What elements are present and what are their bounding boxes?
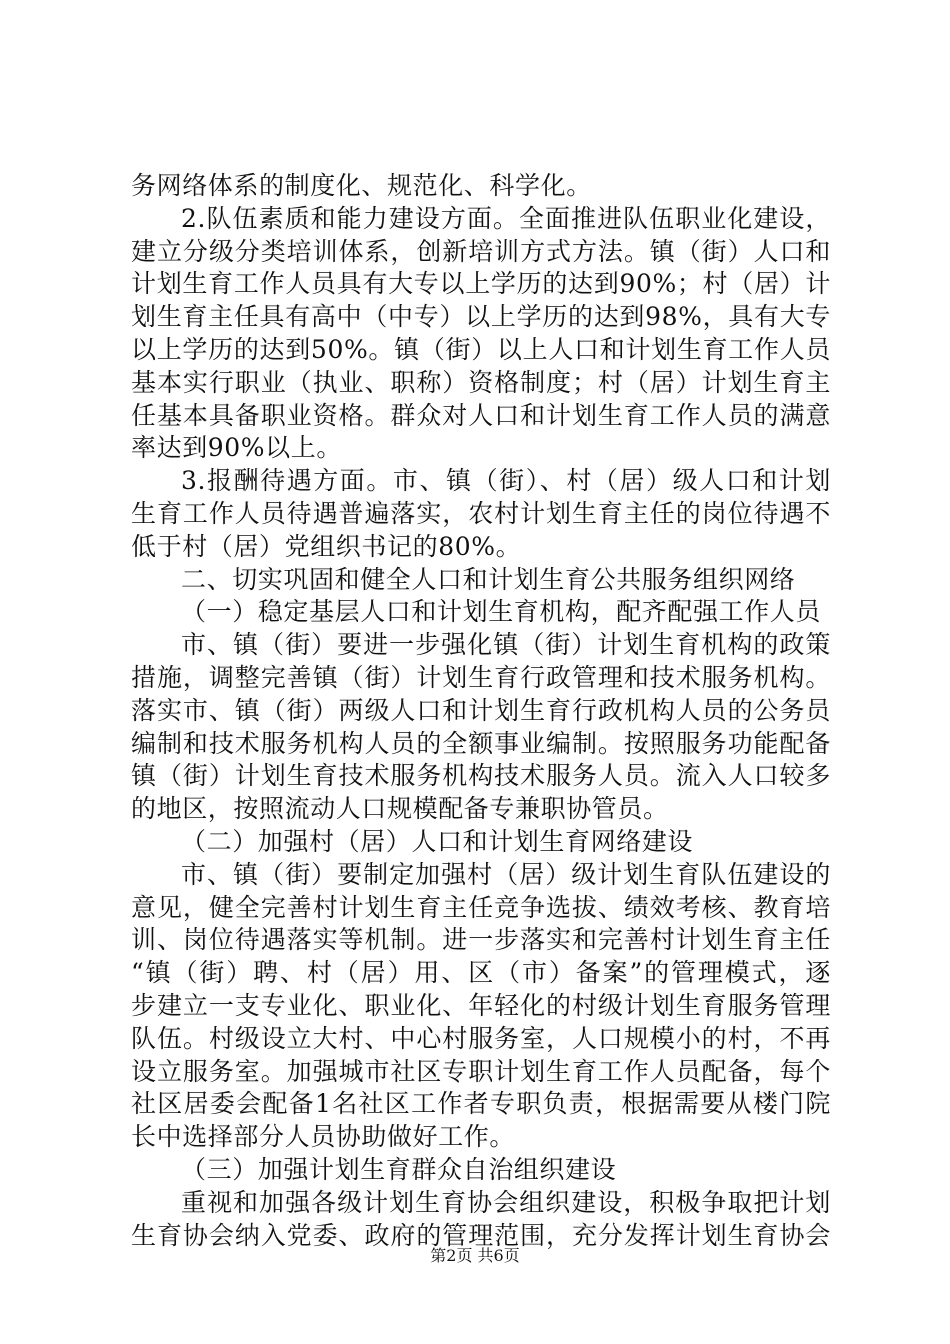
- text-line: 率达到90%以上。: [131, 433, 342, 463]
- text-line: 意见，健全完善村计划生育主任竞争选拔、绩效考核、教育培: [131, 892, 831, 922]
- text-line: 落实市、镇（街）两级人口和计划生育行政机构人员的公务员: [131, 695, 831, 725]
- text-line: 低于村（居）党组织书记的80%。: [131, 531, 522, 561]
- text-line: 基本实行职业（执业、职称）资格制度；村（居）计划生育主: [131, 367, 831, 397]
- text-line: 务网络体系的制度化、规范化、科学化。: [131, 171, 592, 200]
- text-line: 队伍。村级设立大村、中心村服务室，人口规模小的村，不再: [131, 1023, 831, 1053]
- text-line: 的地区，按照流动人口规模配备专兼职协管员。: [131, 794, 669, 824]
- text-line: 建立分级分类培训体系，创新培训方式方法。镇（街）人口和: [131, 236, 831, 266]
- document-body: [131, 170, 831, 1252]
- text-line: 生育协会纳入党委、政府的管理范围，充分发挥计划生育协会: [131, 1220, 831, 1250]
- text-line: 长中选择部分人员协助做好工作。: [131, 1122, 516, 1152]
- text-line: （二）加强村（居）人口和计划生育网络建设: [181, 826, 694, 856]
- text-line: 二、切实巩固和健全人口和计划生育公共服务组织网络: [181, 564, 796, 594]
- text-line: 措施，调整完善镇（街）计划生育行政管理和技术服务机构。: [131, 662, 831, 692]
- text-line: 任基本具备职业资格。群众对人口和计划生育工作人员的满意: [131, 400, 831, 430]
- text-line: 以上学历的达到50%。镇（街）以上人口和计划生育工作人员: [131, 334, 831, 364]
- text-line: 社区居委会配备1名社区工作者专职负责，根据需要从楼门院: [131, 1089, 831, 1119]
- text-line: “镇（街）聘、村（居）用、区（市）备案”的管理模式，逐: [131, 958, 831, 988]
- text-line: 3.报酬待遇方面。市、镇（街）、村（居）级人口和计划: [181, 466, 831, 496]
- page-number-footer: 第2页 共6页: [430, 1246, 520, 1265]
- text-line: 2.队伍素质和能力建设方面。全面推进队伍职业化建设，: [181, 203, 831, 233]
- text-line: （三）加强计划生育群众自治组织建设: [181, 1154, 617, 1184]
- text-line: 市、镇（街）要进一步强化镇（街）计划生育机构的政策: [181, 630, 831, 660]
- text-line: （一）稳定基层人口和计划生育机构，配齐配强工作人员: [181, 597, 822, 627]
- text-line: 计划生育工作人员具有大专以上学历的达到90%；村（居）计: [131, 269, 831, 299]
- text-line: 步建立一支专业化、职业化、年轻化的村级计划生育服务管理: [131, 990, 831, 1020]
- text-line: 重视和加强各级计划生育协会组织建设，积极争取把计划: [181, 1187, 831, 1217]
- text-line: 市、镇（街）要制定加强村（居）级计划生育队伍建设的: [181, 859, 831, 889]
- text-line: 设立服务室。加强城市社区专职计划生育工作人员配备，每个: [131, 1056, 831, 1086]
- text-line: 镇（街）计划生育技术服务机构技术服务人员。流入人口较多: [131, 761, 831, 791]
- text-line: 划生育主任具有高中（中专）以上学历的达到98%，具有大专: [131, 302, 831, 332]
- text-line: 训、岗位待遇落实等机制。进一步落实和完善村计划生育主任: [131, 925, 831, 955]
- text-line: 编制和技术服务机构人员的全额事业编制。按照服务功能配备: [131, 728, 831, 758]
- text-line: 生育工作人员待遇普遍落实，农村计划生育主任的岗位待遇不: [131, 498, 831, 528]
